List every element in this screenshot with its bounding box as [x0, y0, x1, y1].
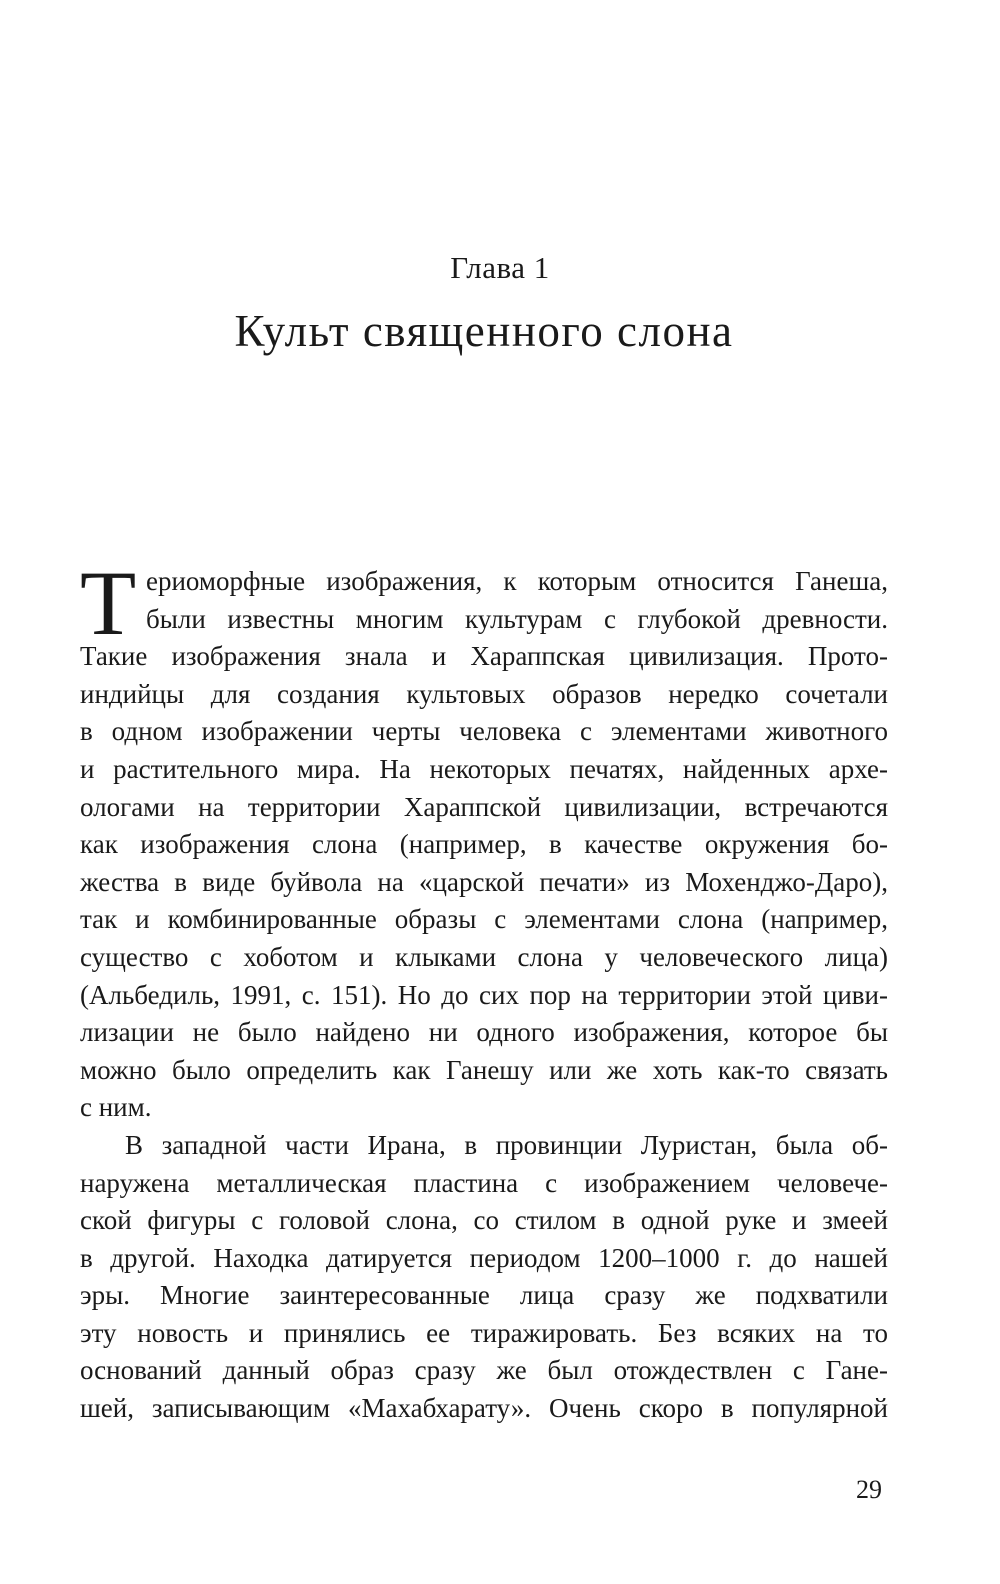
text-line: как изображения слона (например, в качестве окружения бо-	[80, 829, 888, 860]
text-line: ологами на территории Хараппской цивилизации, встречаются	[80, 791, 888, 822]
text-line: Такие изображения знала и Хараппская цивилизация. Прото-	[80, 641, 888, 672]
text-line: в другой. Находка датируется периодом 1200–1000 г. до нашей	[80, 1242, 888, 1273]
text-line: наружена металлическая пластина с изображением человече-	[80, 1167, 888, 1198]
text-line: ериоморфные изображения, к которым относится Ганеша,	[146, 566, 888, 596]
body-text	[80, 552, 888, 1428]
text-line: и растительного мира. На некоторых печатях, найденных архе-	[80, 753, 888, 784]
text-line: В западной части Ирана, в провинции Луристан, была об-	[125, 1129, 888, 1160]
text-line: можно было определить как Ганешу или же хоть как-то связать	[80, 1054, 888, 1085]
text-line: эту новость и принялись ее тиражировать. Без всяких на то	[80, 1317, 888, 1348]
text-line: ской фигуры с головой слона, со стилом в одной руке и змеей	[80, 1205, 888, 1236]
text-line: оснований данный образ сразу же был отождествлен с Гане-	[80, 1355, 888, 1386]
text-line: индийцы для создания культовых образов нередко сочетали	[80, 678, 888, 709]
text-line: шей, записывающим «Махабхарату». Очень скоро в популярной	[80, 1393, 888, 1424]
text-line: так и комбинированные образы с элементами слона (например,	[80, 904, 888, 935]
text-line: лизации не было найдено ни одного изображения, которое бы	[80, 1017, 888, 1048]
chapter-label: Глава 1	[450, 250, 550, 285]
text-line: были известны многим культурам с глубокой древности.	[146, 603, 888, 634]
drop-cap: Т	[80, 552, 137, 654]
text-line: существо с хоботом и клыками слона у человеческого лица)	[80, 941, 888, 972]
chapter-title: Культ священного слона	[234, 306, 734, 356]
text-line: жества в виде буйвола на «царской печати» из Мохенджо-Даро),	[80, 866, 888, 897]
text-line: с ним.	[80, 1092, 152, 1123]
text-line: эры. Многие заинтересованные лица сразу же подхватили	[80, 1280, 888, 1311]
text-line: в одном изображении черты человека с элементами животного	[80, 716, 888, 747]
page-number: 29	[856, 1475, 882, 1504]
text-line: (Альбедиль, 1991, с. 151). Но до сих пор на территории этой циви-	[80, 979, 888, 1010]
